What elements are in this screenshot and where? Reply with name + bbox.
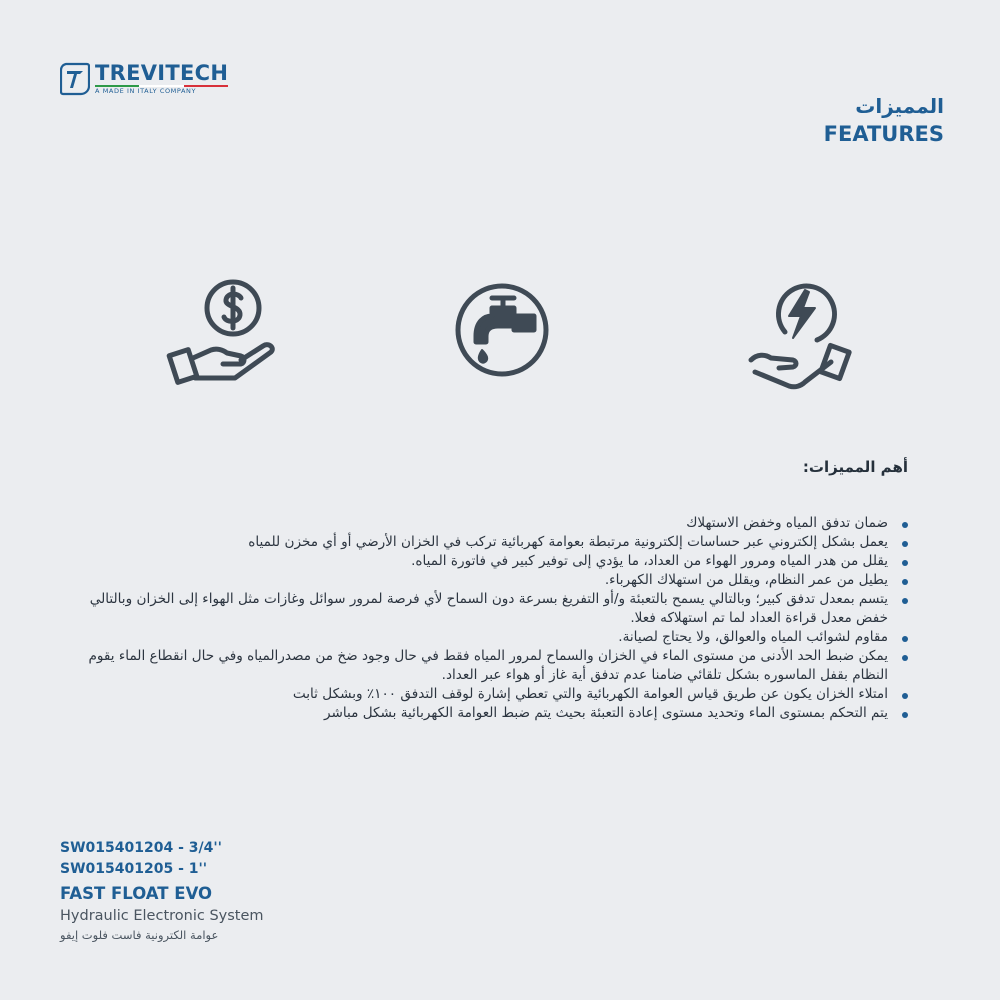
feature-item: يمكن ضبط الحد الأدنى من مستوى الماء في الخزان والسماح لمرور المياه فقط في حال وجود ضخ من مصدرالمياه وفي حال انقطاع الماء يقوم النظام بقفل الماسوره بشكل تلقائي ضامنا عدم تدفق أية غاز أو هواء عبر العداد.	[68, 647, 908, 685]
feature-item: يطيل من عمر النظام، ويقلل من استهلاك الكهرباء.	[68, 571, 908, 590]
trevitech-logo-icon	[60, 62, 90, 96]
brand-tagline: A MADE IN ITALY COMPANY	[95, 87, 197, 95]
features-section	[68, 458, 908, 723]
feature-item: ضمان تدفق المياه وخفض الاستهلاك	[68, 514, 908, 533]
heading-english: FEATURES	[823, 122, 944, 146]
features-list	[68, 514, 908, 723]
water-tap-icon	[452, 280, 552, 380]
feature-item: يتسم بمعدل تدفق كبير؛ وبالتالي يسمح بالتعبئة و/أو التفريغ بسرعة دون السماح لأي فرصة لمرور سوائل وغازات مثل الهواء إلى الخزان وبالتالي خفض معدل قراءة العداد لما تم استهلاكه فعلا.	[68, 590, 908, 628]
brand-logo	[60, 62, 228, 96]
features-title: أهم المميزات:	[802, 458, 908, 476]
product-info	[60, 838, 264, 944]
energy-hand-icon	[745, 280, 855, 395]
money-hand-icon	[165, 278, 280, 393]
heading-arabic: المميزات	[855, 94, 944, 118]
model-code: SW015401205 - 1''	[60, 861, 208, 877]
page-heading	[824, 92, 944, 148]
product-subtitle: Hydraulic Electronic System	[60, 908, 264, 924]
feature-item: يقلل من هدر المياه ومرور الهواء من العداد، ما يؤدي إلى توفير كبير في فاتورة المياه.	[68, 552, 908, 571]
product-name: FAST FLOAT EVO	[60, 884, 213, 903]
feature-item: مقاوم لشوائب المياه والعوالق، ولا يحتاج لصيانة.	[68, 628, 908, 647]
feature-item: امتلاء الخزان يكون عن طريق قياس العوامة الكهربائية والتي تعطي إشارة لوقف التدفق ١٠٠٪ وبشكل ثابت	[68, 685, 908, 704]
feature-item: يعمل بشكل إلكتروني عبر حساسات إلكترونية مرتبطة بعوامة كهربائية تركب في الخزان الأرضي أو أي مخزن للمياه	[68, 533, 908, 552]
model-code: SW015401204 - 3/4''	[60, 840, 222, 856]
product-arabic-name: عوامة الكترونية فاست فلوت إيفو	[60, 928, 219, 942]
brand-name: TREVITECH	[95, 61, 229, 85]
feature-item: يتم التحكم بمستوى الماء وتحديد مستوى إعادة التعبئة بحيث يتم ضبط العوامة الكهربائية بشكل مباشر	[68, 704, 908, 723]
